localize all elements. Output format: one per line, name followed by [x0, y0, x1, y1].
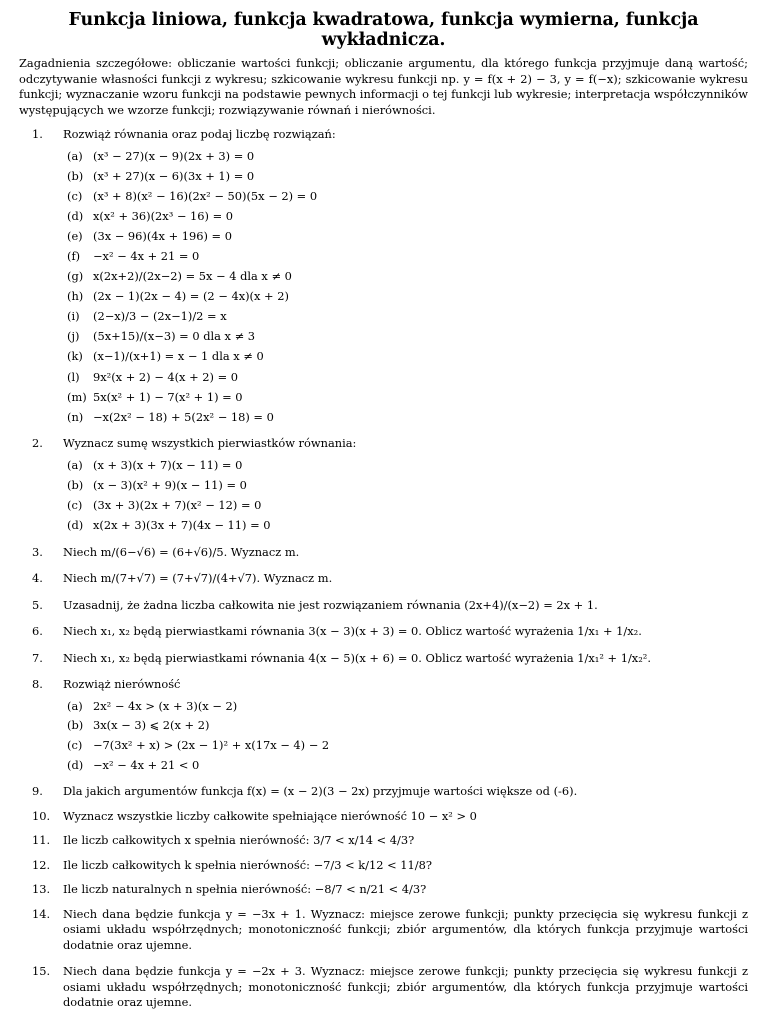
subtask-label: (h)	[67, 289, 84, 304]
task-item	[19, 651, 748, 667]
page-title: Funkcja liniowa, funkcja kwadratowa, funkcja wymierna, funkcja wykładnicza.	[68, 10, 699, 50]
subtask-label: (b)	[67, 168, 84, 183]
subtask-item	[63, 370, 748, 386]
task-item	[19, 809, 748, 825]
subtask-label: (e)	[67, 228, 83, 243]
task-number: 4.	[32, 571, 43, 585]
subtask-item	[63, 309, 748, 325]
subtask-list	[63, 699, 748, 774]
task-text: Ile liczb całkowitych k spełnia nierówność: −7/3 < k/12 < 11/8?	[63, 857, 432, 872]
subtask-expression: −x(2x² − 18) + 5(2x² − 18) = 0	[93, 409, 274, 424]
intro-paragraph: Zagadnienia szczegółowe: obliczanie wartości funkcji; obliczanie argumentu, dla którego funkcja przyjmuje daną wartość; odczytywanie własności funkcji z wykresu; szkicowanie wykresu funkcji np. y = f(x + 2) − 3, y = f(−x); szkicowanie wykresu funkcji; wyznaczanie wzoru funkcji na podstawie pewnych informacji o tej funkcji lub wykresie; interpretacja współczynników występujących we wzorze funkcji; rozwiązywanie równań i nierówności.	[19, 56, 748, 117]
subtask-expression: (3x + 3)(2x + 7)(x² − 12) = 0	[93, 497, 262, 512]
task-item	[19, 545, 748, 561]
task-text: Ile liczb całkowitych x spełnia nierówność: 3/7 < x/14 < 4/3?	[63, 833, 415, 848]
subtask-expression: x(2x+2)/(2x−2) = 5x − 4 dla x ≠ 0	[93, 269, 292, 284]
subtask-item	[63, 249, 748, 265]
subtask-expression: (x³ − 27)(x − 9)(2x + 3) = 0	[93, 148, 255, 163]
subtask-item	[63, 169, 748, 185]
task-item	[19, 858, 748, 874]
subtask-label: (f)	[67, 248, 81, 263]
subtask-label: (b)	[67, 477, 84, 492]
subtask-item	[63, 498, 748, 514]
subtask-item	[63, 718, 748, 734]
subtask-item	[63, 269, 748, 285]
task-number: 15.	[32, 964, 51, 979]
subtask-expression: (x + 3)(x + 7)(x − 11) = 0	[93, 457, 243, 472]
subtask-item	[63, 699, 748, 715]
subtask-item	[63, 229, 748, 245]
subtask-item	[63, 149, 748, 165]
task-text: Rozwiąż nierówność	[63, 677, 181, 691]
subtask-expression: (x³ + 8)(x² − 16)(2x² − 50)(5x − 2) = 0	[93, 188, 318, 203]
task-number: 6.	[32, 624, 43, 638]
subtask-expression: −x² − 4x + 21 < 0	[93, 757, 200, 772]
subtask-label: (a)	[67, 457, 83, 472]
task-text: Niech dana będzie funkcja y = −3x + 1. Wyznacz: miejsce zerowe funkcji; punkty przecięcia się wykresu funkcji z osiami układu współrzędnych; monotoniczność funkcji; zbiór argumentów, dla których funkcja przyjmuje wartości dodatnie oraz ujemne.	[63, 906, 748, 952]
task-text: Uzasadnij, że żadna liczba całkowita nie jest rozwiązaniem równania (2x+4)/(x−2) = 2x + 1.	[63, 597, 598, 612]
subtask-expression: (3x − 96)(4x + 196) = 0	[93, 228, 232, 243]
task-number: 7.	[32, 650, 43, 665]
subtask-expression: (x−1)/(x+1) = x − 1 dla x ≠ 0	[93, 349, 264, 364]
task-text: Wyznacz sumę wszystkich pierwiastków równania:	[63, 436, 357, 451]
task-list	[19, 127, 748, 1011]
task-text: Niech dana będzie funkcja y = −2x + 3. Wyznacz: miejsce zerowe funkcji; punkty przecięcia się wykresu funkcji z osiami układu współrzędnych; monotoniczność funkcji; zbiór argumentów, dla których funkcja przyjmuje wartości dodatnie oraz ujemne.	[63, 964, 748, 1010]
task-item	[19, 436, 748, 533]
subtask-list	[63, 149, 748, 426]
task-number: 5.	[32, 597, 43, 612]
subtask-label: (b)	[67, 718, 84, 733]
task-item	[19, 833, 748, 849]
subtask-item	[63, 758, 748, 774]
subtask-label: (n)	[67, 409, 84, 424]
task-text: Ile liczb naturalnych n spełnia nierówność: −8/7 < n/21 < 4/3?	[63, 882, 427, 897]
subtask-label: (a)	[67, 148, 83, 163]
subtask-label: (m)	[67, 389, 87, 404]
subtask-item	[63, 390, 748, 406]
subtask-item	[63, 189, 748, 205]
subtask-item	[63, 209, 748, 225]
task-text: Niech x₁, x₂ będą pierwiastkami równania 4(x − 5)(x + 6) = 0. Oblicz wartość wyrażenia 1/x₁² + 1/x₂².	[63, 650, 651, 665]
task-number: 10.	[32, 808, 51, 823]
task-text: Niech m/(7+√7) = (7+√7)/(4+√7). Wyznacz m.	[63, 571, 333, 585]
task-number: 12.	[32, 857, 51, 872]
task-item	[19, 677, 748, 773]
task-text: Rozwiąż równania oraz podaj liczbę rozwiązań:	[63, 127, 336, 141]
task-item	[19, 964, 748, 1011]
task-number: 3.	[32, 544, 43, 559]
task-item	[19, 882, 748, 898]
subtask-item	[63, 410, 748, 426]
subtask-label: (d)	[67, 208, 84, 223]
task-number: 9.	[32, 784, 43, 799]
subtask-item	[63, 478, 748, 494]
task-item	[19, 907, 748, 954]
subtask-expression: x(x² + 36)(2x³ − 16) = 0	[93, 208, 234, 223]
subtask-expression: −x² − 4x + 21 = 0	[93, 248, 200, 263]
subtask-item	[63, 458, 748, 474]
task-number: 14.	[32, 906, 51, 921]
subtask-list	[63, 458, 748, 534]
subtask-expression: 5x(x² + 1) − 7(x² + 1) = 0	[93, 389, 243, 404]
subtask-label: (d)	[67, 518, 84, 532]
task-item	[19, 127, 748, 425]
task-text: Niech x₁, x₂ będą pierwiastkami równania 3(x − 3)(x + 3) = 0. Oblicz wartość wyrażenia 1/x₁ + 1/x₂.	[63, 624, 642, 638]
subtask-label: (i)	[67, 309, 80, 324]
subtask-label: (c)	[67, 497, 83, 512]
subtask-expression: (2−x)/3 − (2x−1)/2 = x	[93, 309, 227, 324]
subtask-item	[63, 518, 748, 534]
subtask-label: (l)	[67, 369, 80, 384]
subtask-label: (j)	[67, 329, 80, 344]
subtask-expression: (5x+15)/(x−3) = 0 dla x ≠ 3	[93, 329, 255, 344]
subtask-item	[63, 289, 748, 305]
subtask-expression: 9x²(x + 2) − 4(x + 2) = 0	[93, 369, 238, 384]
task-text: Wyznacz wszystkie liczby całkowite spełniające nierówność 10 − x² > 0	[63, 808, 477, 823]
subtask-item	[63, 329, 748, 345]
task-item	[19, 624, 748, 640]
subtask-label: (k)	[67, 349, 83, 364]
task-number: 13.	[32, 882, 51, 897]
task-text: Dla jakich argumentów funkcja f(x) = (x − 2)(3 − 2x) przyjmuje wartości większe od (-6).	[63, 784, 578, 799]
subtask-item	[63, 349, 748, 365]
subtask-label: (c)	[67, 188, 83, 203]
task-number: 2.	[32, 436, 43, 451]
subtask-label: (g)	[67, 269, 84, 284]
task-item	[19, 784, 748, 800]
subtask-expression: x(2x + 3)(3x + 7)(4x − 11) = 0	[93, 518, 271, 532]
subtask-label: (d)	[67, 757, 84, 772]
subtask-expression: (x − 3)(x² + 9)(x − 11) = 0	[93, 477, 247, 492]
subtask-expression: 3x(x − 3) ⩽ 2(x + 2)	[93, 718, 210, 733]
subtask-expression: (x³ + 27)(x − 6)(3x + 1) = 0	[93, 168, 255, 183]
task-text: Niech m/(6−√6) = (6+√6)/5. Wyznacz m.	[63, 544, 300, 559]
task-number: 1.	[32, 127, 43, 141]
task-item	[19, 571, 748, 587]
task-item	[19, 598, 748, 614]
subtask-label: (c)	[67, 738, 83, 753]
subtask-label: (a)	[67, 698, 83, 713]
subtask-expression: 2x² − 4x > (x + 3)(x − 2)	[93, 698, 238, 713]
task-number: 11.	[32, 833, 51, 848]
subtask-item	[63, 738, 748, 754]
subtask-expression: −7(3x² + x) > (2x − 1)² + x(17x − 4) − 2	[93, 738, 330, 753]
task-number: 8.	[32, 677, 43, 691]
subtask-expression: (2x − 1)(2x − 4) = (2 − 4x)(x + 2)	[93, 289, 289, 304]
